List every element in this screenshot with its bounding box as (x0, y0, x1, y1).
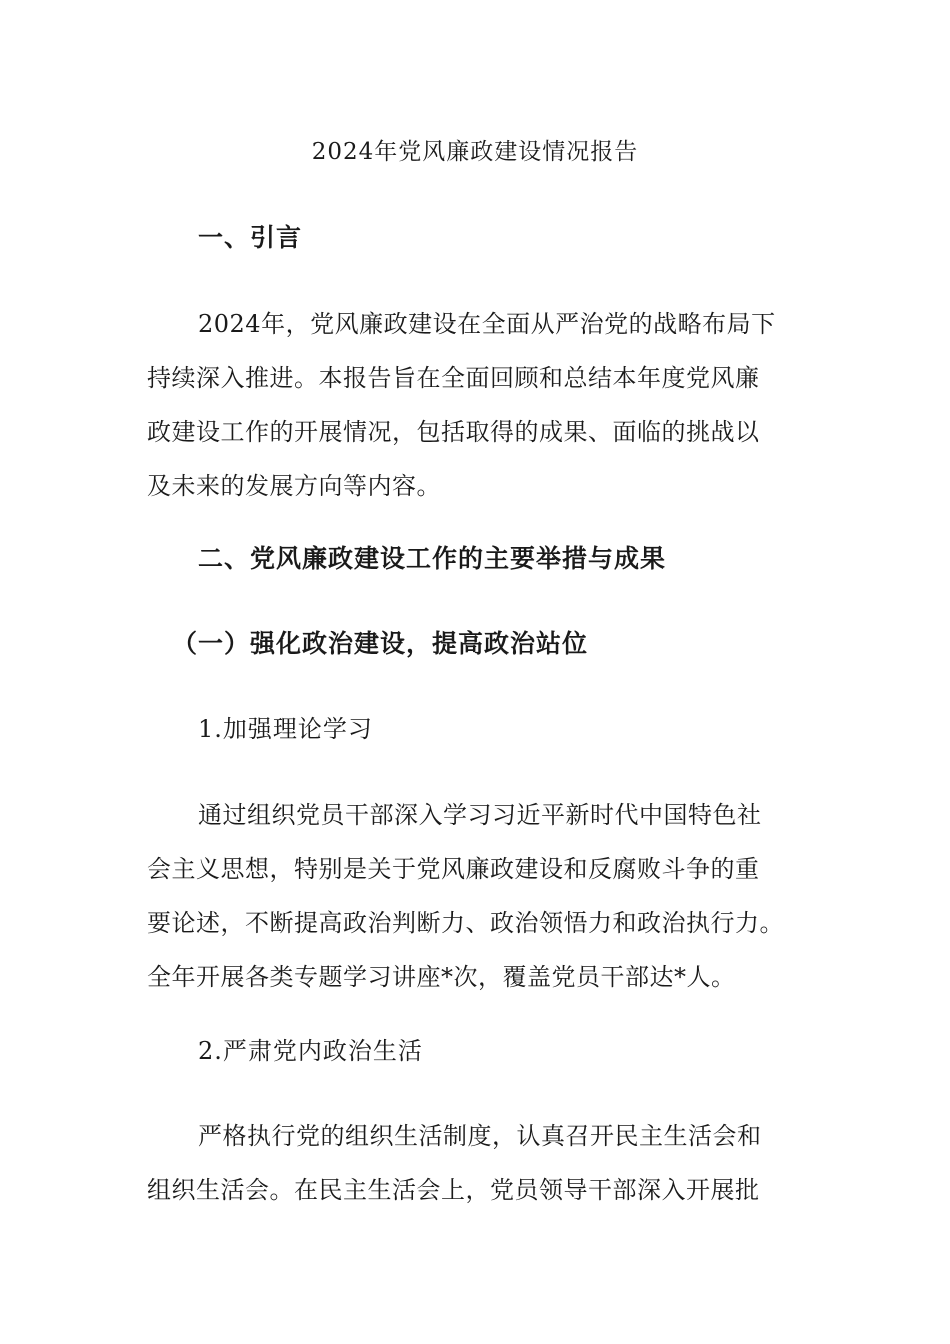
paragraph-line: 组织生活会。在民主生活会上，党员领导干部深入开展批 (147, 1176, 760, 1204)
paragraph-line: 2024年，党风廉政建设在全面从严治党的战略布局下 (198, 310, 776, 338)
document-title: 2024年党风廉政建设情况报告 (311, 139, 639, 165)
section-heading-measures: 二、党风廉政建设工作的主要举措与成果 (198, 544, 667, 573)
introduction-paragraph (147, 304, 807, 520)
paragraph-line: 持续深入推进。本报告旨在全面回顾和总结本年度党风廉 (147, 364, 760, 392)
paragraph-line: 通过组织党员干部深入学习习近平新时代中国特色社 (198, 801, 762, 829)
paragraph-line: 全年开展各类专题学习讲座*次，覆盖党员干部达*人。 (147, 963, 736, 991)
paragraph-line: 会主义思想，特别是关于党风廉政建设和反腐败斗争的重 (147, 855, 760, 883)
section-heading-introduction: 一、引言 (198, 223, 303, 252)
paragraph-line: 要论述，不断提高政治判断力、政治领悟力和政治执行力。 (147, 909, 784, 937)
party-life-paragraph (147, 1116, 807, 1224)
paragraph-line: 严格执行党的组织生活制度，认真召开民主生活会和 (198, 1122, 762, 1150)
paragraph-line: 及未来的发展方向等内容。 (147, 472, 441, 500)
item-heading-party-life: 2.严肃党内政治生活 (198, 1037, 423, 1065)
item-heading-theory: 1.加强理论学习 (198, 715, 373, 743)
paragraph-line: 政建设工作的开展情况，包括取得的成果、面临的挑战以 (147, 418, 760, 446)
theory-paragraph (147, 795, 807, 1011)
subsection-heading-political: （一）强化政治建设，提高政治站位 (172, 629, 589, 658)
